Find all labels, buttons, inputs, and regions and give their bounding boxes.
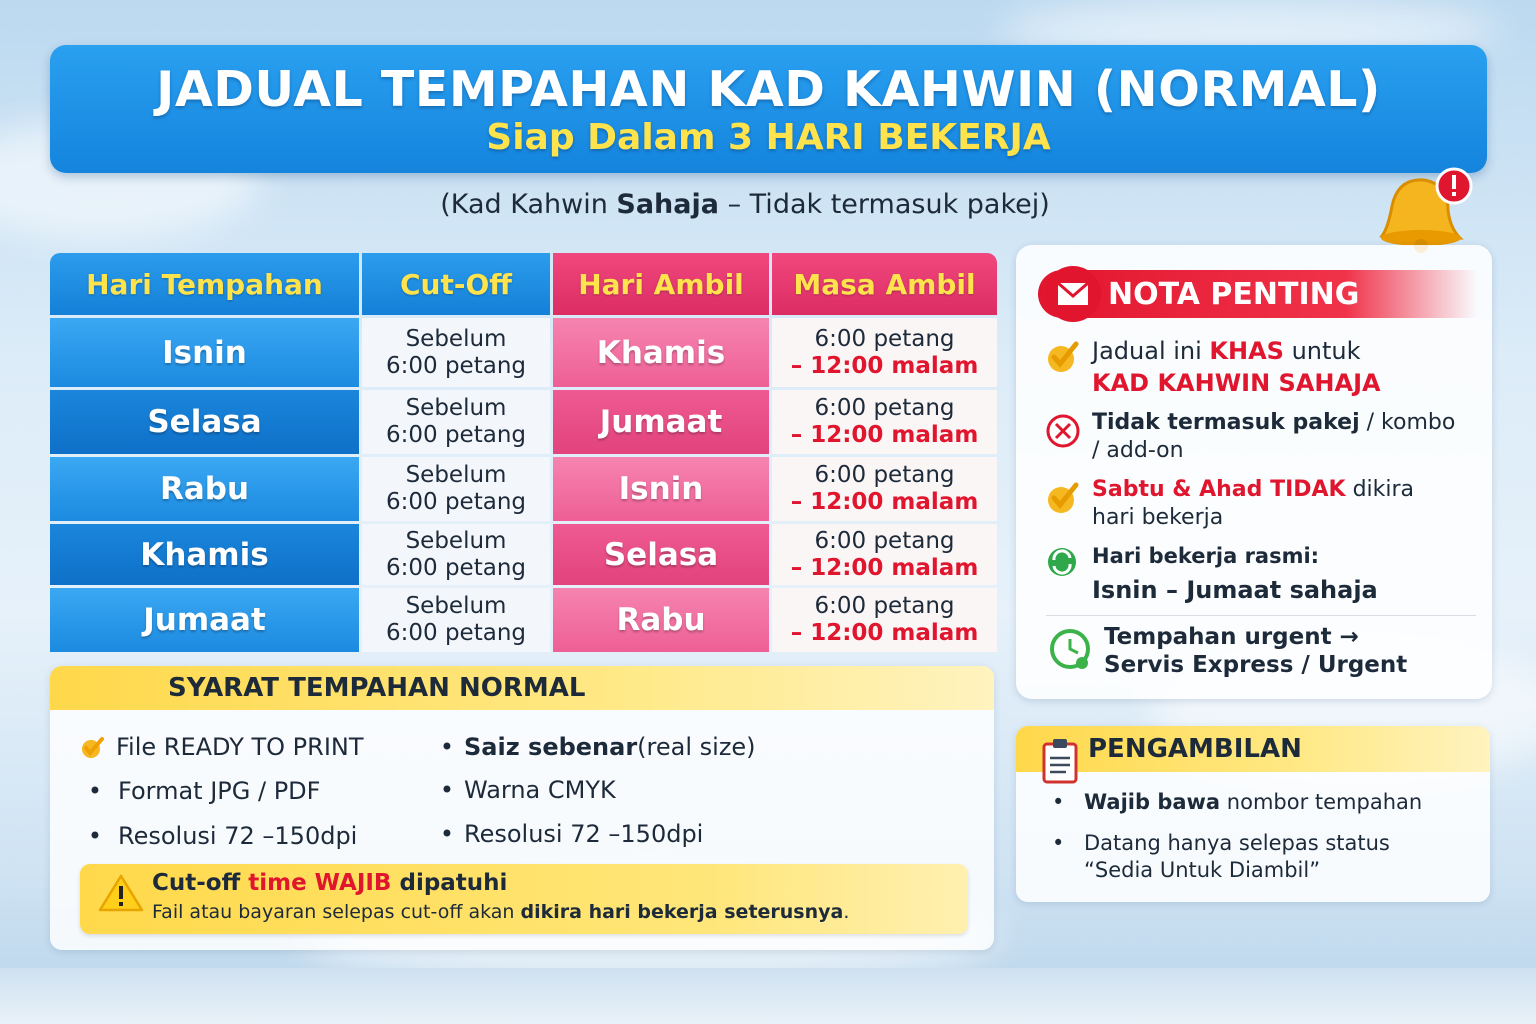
nota-title: NOTA PENTING: [1038, 270, 1478, 318]
cell-cut-off: Sebelum 6:00 petang: [362, 588, 550, 652]
cell-hari-ambil: Khamis: [553, 318, 769, 387]
cutoff-warning: [80, 864, 968, 934]
syarat-title: SYARAT TEMPAHAN NORMAL: [50, 666, 994, 710]
cross-icon: [1044, 412, 1082, 450]
list-item: • Wajib bawa nombor tempahan: [1052, 790, 1423, 814]
syarat-panel: [50, 666, 994, 950]
nota-penting-panel: NOTA PENTING Jadual ini KHAS untuk KAD KAHWIN SAHAJA Tidak termasuk pakej / kombo / add-on Sabtu & Ahad TIDAK dikira hari bekerja Hari bekerja rasmi: Isnin – Jumaat sahaja Tempahan urgent → Servis Express / Urgent: [1016, 245, 1492, 699]
cell-masa-ambil: 6:00 petang – 12:00 malam: [772, 588, 997, 652]
sub-note: (Kad Kahwin Sahaja – Tidak termasuk pakej): [440, 189, 1050, 220]
table-row: [50, 457, 1000, 521]
cell-hari-ambil: Selasa: [553, 524, 769, 585]
check-icon: [1044, 339, 1084, 375]
cell-hari-tempahan: Selasa: [50, 390, 359, 454]
divider: [1046, 615, 1476, 616]
cell-hari-tempahan: Isnin: [50, 318, 359, 387]
check-icon: [78, 735, 108, 759]
cell-cut-off: Sebelum 6:00 petang: [362, 457, 550, 521]
warning-title: Cut-off time WAJIB dipatuhi: [152, 870, 508, 896]
cell-masa-ambil: 6:00 petang – 12:00 malam: [772, 318, 997, 387]
warning-text: Fail atau bayaran selepas cut-off akan dikira hari bekerja seterusnya.: [152, 901, 850, 923]
list-item: • Resolusi 72 –150dpi: [439, 819, 704, 848]
page-title: JADUAL TEMPAHAN KAD KAHWIN (NORMAL): [156, 61, 1381, 118]
clipboard-icon: [1038, 736, 1084, 786]
table-row: [50, 524, 1000, 585]
syarat-left-list: [78, 725, 364, 857]
list-item: File READY TO PRINT: [78, 725, 364, 768]
header-masa-ambil: Masa Ambil: [772, 253, 997, 315]
table-row: [50, 588, 1000, 652]
cell-masa-ambil: 6:00 petang – 12:00 malam: [772, 524, 997, 585]
header-hari-tempahan: Hari Tempahan: [50, 253, 359, 315]
cell-hari-tempahan: Jumaat: [50, 588, 359, 652]
table-header: [50, 253, 1000, 315]
header-cut-off: Cut-Off: [362, 253, 550, 315]
cell-hari-tempahan: Rabu: [50, 457, 359, 521]
cell-hari-ambil: Rabu: [553, 588, 769, 652]
check-icon: [1044, 480, 1084, 516]
schedule-table: [50, 253, 1000, 652]
cell-masa-ambil: 6:00 petang – 12:00 malam: [772, 390, 997, 454]
cell-cut-off: Sebelum 6:00 petang: [362, 318, 550, 387]
syarat-right-list: [430, 725, 756, 855]
list-item: • Resolusi 72 –150dpi: [87, 821, 358, 850]
cell-hari-ambil: Jumaat: [553, 390, 769, 454]
cell-masa-ambil: 6:00 petang – 12:00 malam: [772, 457, 997, 521]
ground: [0, 968, 1536, 1024]
warning-icon: [98, 873, 144, 913]
cell-cut-off: Sebelum 6:00 petang: [362, 524, 550, 585]
pengambilan-panel: [1016, 726, 1490, 902]
cell-hari-tempahan: Khamis: [50, 524, 359, 585]
refresh-icon: [1044, 544, 1080, 580]
table-row: [50, 318, 1000, 387]
table-row: [50, 390, 1000, 454]
pengambilan-title: PENGAMBILAN: [1016, 726, 1490, 772]
list-item: • Datang hanya selepas status “Sedia Untuk Diambil”: [1052, 831, 1390, 882]
cell-cut-off: Sebelum 6:00 petang: [362, 390, 550, 454]
header-hari-ambil: Hari Ambil: [553, 253, 769, 315]
list-item: • Format JPG / PDF: [87, 777, 321, 805]
cell-hari-ambil: Isnin: [553, 457, 769, 521]
list-item: • Saiz sebenar (real size): [439, 732, 756, 761]
header-banner: [50, 45, 1487, 173]
list-item: • Warna CMYK: [439, 776, 616, 804]
page-subtitle: Siap Dalam 3 HARI BEKERJA: [486, 117, 1051, 158]
clock-icon: [1048, 627, 1094, 673]
envelope-icon: [1038, 259, 1108, 329]
